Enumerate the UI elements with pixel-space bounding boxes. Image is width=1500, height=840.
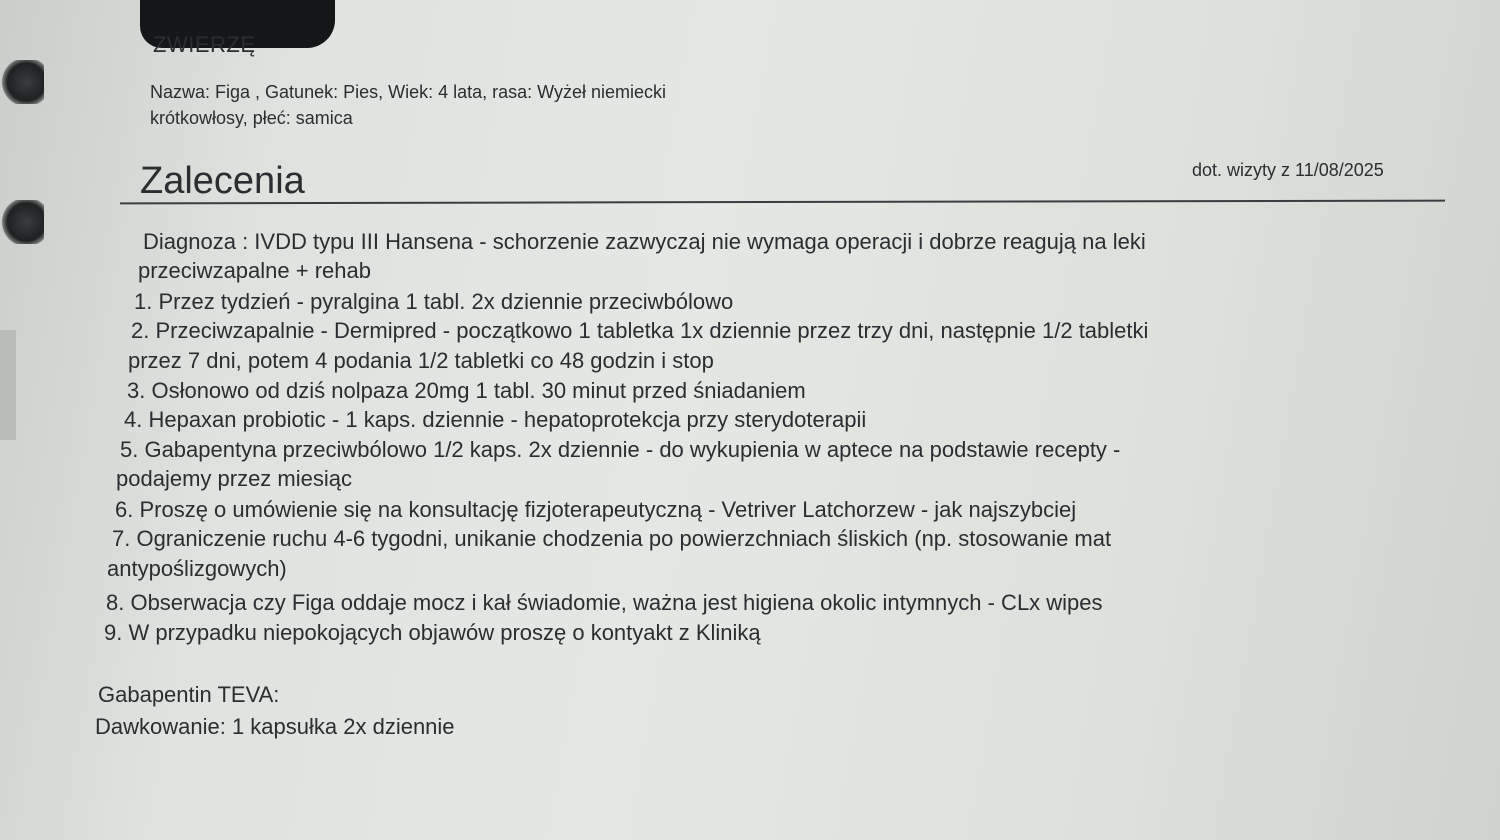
list-item: 5. Gabapentyna przeciwbólowo 1/2 kaps. 2x dziennie - do wykupienia w aptece na podstawie recepty - (120, 437, 1121, 462)
list-item: 7. Ograniczenie ruchu 4-6 tygodni, unikanie chodzenia po powierzchniach śliskich (np. stosowanie mat (112, 526, 1112, 551)
recommendations-title: Zalecenia (140, 160, 305, 202)
list-item: 6. Proszę o umówienie się na konsultację fizjoterapeutyczną - Vetriver Latchorzew - jak najszybciej (115, 497, 1077, 522)
visit-date: dot. wizyty z 11/08/2025 (1192, 160, 1384, 180)
medication-name: Gabapentin TEVA: (98, 682, 280, 707)
list-item: 9. W przypadku niepokojących objawów proszę o kontyakt z Kliniką (104, 620, 761, 645)
animal-info-line: Nazwa: Figa , Gatunek: Pies, Wiek: 4 lata, rasa: Wyżeł niemiecki (150, 82, 667, 102)
list-item-continuation: antypoślizgowych) (107, 556, 287, 581)
medication-dosage: Dawkowanie: 1 kapsułka 2x dziennie (95, 714, 455, 739)
list-item-continuation: podajemy przez miesiąc (116, 466, 352, 491)
animal-info-line: krótkowłosy, płeć: samica (150, 108, 353, 128)
diagnosis-line: Diagnoza : IVDD typu III Hansena - schorzenie zazwyczaj nie wymaga operacji i dobrze reagują na leki (143, 229, 1146, 254)
list-item: 3. Osłonowo od dziś nolpaza 20mg 1 tabl. 30 minut przed śniadaniem (127, 378, 806, 403)
list-item: 8. Obserwacja czy Figa oddaje mocz i kał świadomie, ważna jest higiena okolic intymnych - CLx wipes (106, 590, 1103, 615)
list-item: 2. Przeciwzapalnie - Dermipred - początkowo 1 tabletka 1x dziennie przez trzy dni, następnie 1/2 tabletki (131, 318, 1149, 343)
diagnosis-line: przeciwzapalne + rehab (138, 258, 371, 283)
list-item: 1. Przez tydzień - pyralgina 1 tabl. 2x dziennie przeciwbólowo (134, 289, 734, 314)
section-header-animal: ZWIERZĘ (153, 32, 256, 57)
list-item-continuation: przez 7 dni, potem 4 podania 1/2 tabletki co 48 godzin i stop (128, 348, 714, 373)
list-item: 4. Hepaxan probiotic - 1 kaps. dziennie - hepatoprotekcja przy sterydoterapii (124, 407, 867, 432)
